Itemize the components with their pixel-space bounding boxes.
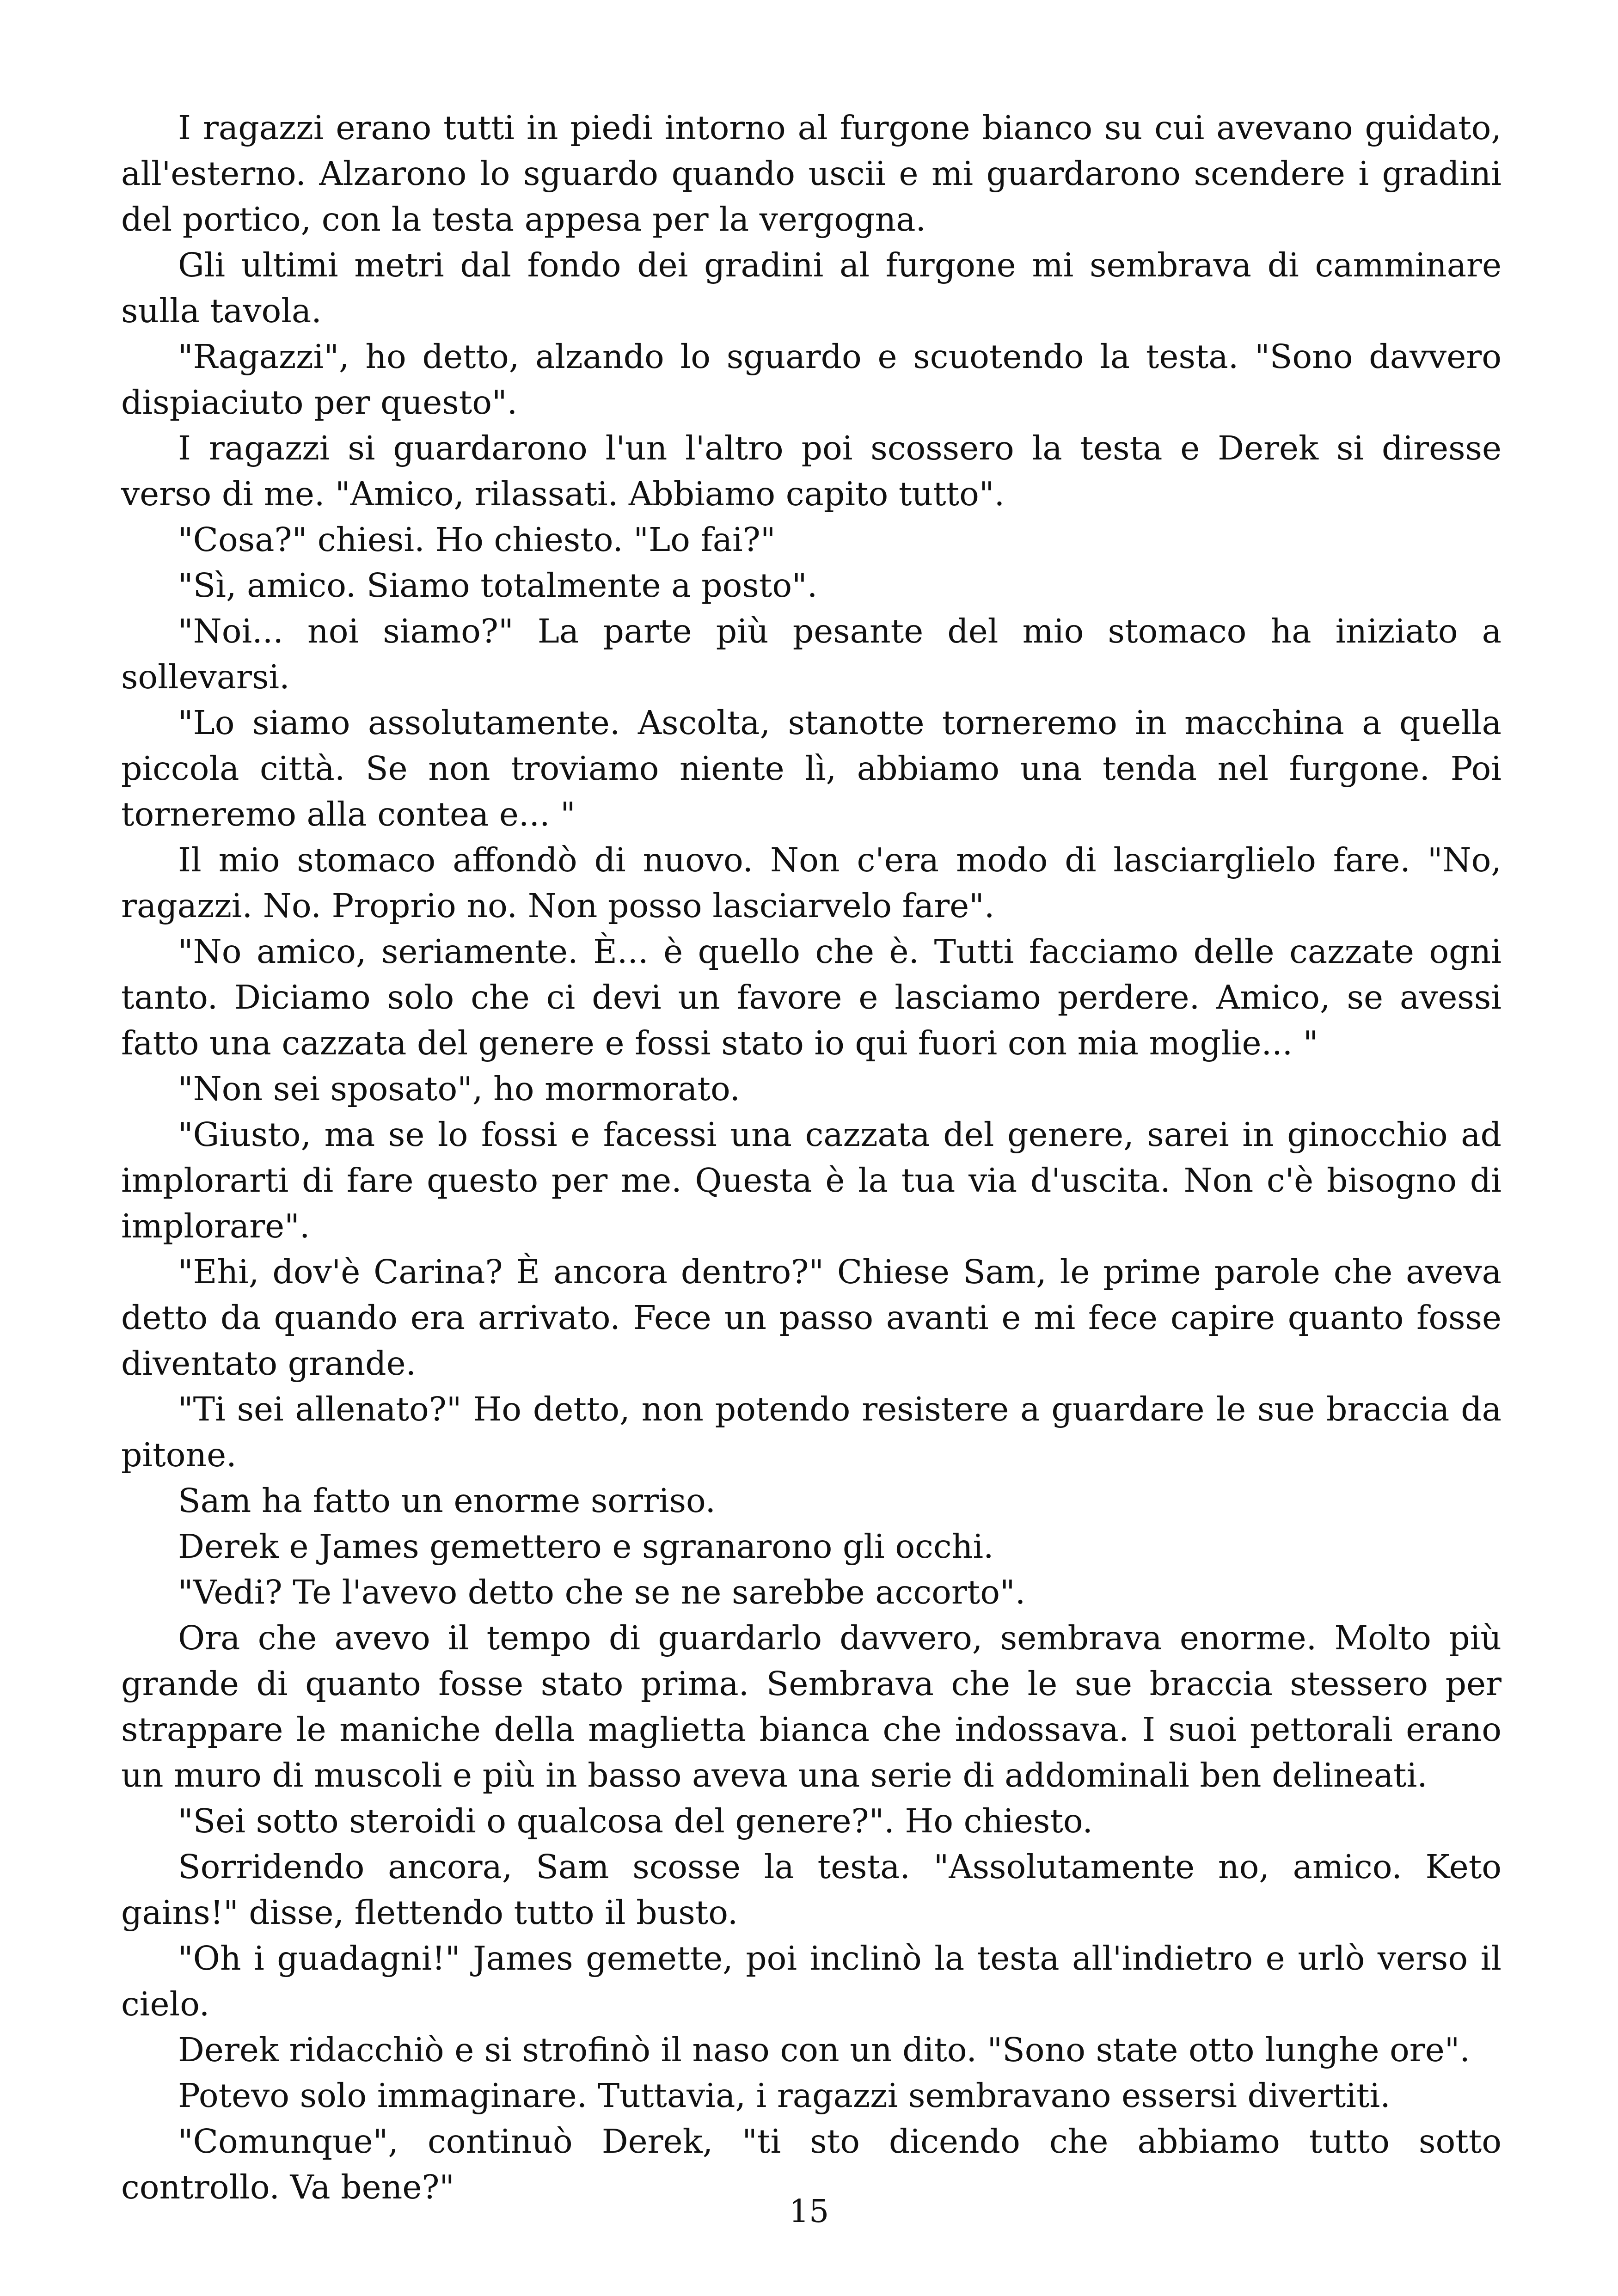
paragraph: "Lo siamo assolutamente. Ascolta, stanotte torneremo in macchina a quella piccola città. Se non troviamo niente lì, abbiamo una tenda nel furgone. Poi torneremo alla contea e... " [121, 704, 1502, 833]
paragraph: Ora che avevo il tempo di guardarlo davvero, sembrava enorme. Molto più grande di quanto fosse stato prima. Sembrava che le sue braccia stessero per strappare le maniche della maglietta bianca che indossava. I suoi pettorali erano un muro di muscoli e più in basso aveva una serie di addominali ben delineati. [121, 1619, 1502, 1794]
paragraph: "Noi... noi siamo?" La parte più pesante del mio stomaco ha iniziato a sollevarsi. [121, 612, 1502, 696]
paragraph: "Sei sotto steroidi o qualcosa del genere?". Ho chiesto. [178, 1802, 1093, 1840]
paragraph: "Non sei sposato", ho mormorato. [178, 1070, 741, 1108]
paragraph: "Giusto, ma se lo fossi e facessi una cazzata del genere, sarei in ginocchio ad implorarti di fare questo per me. Questa è la tua via d'uscita. Non c'è bisogno di implorare". [121, 1115, 1502, 1245]
paragraph: Sorridendo ancora, Sam scosse la testa. "Assolutamente no, amico. Keto gains!" disse, flettendo tutto il busto. [121, 1848, 1502, 1932]
paragraph: I ragazzi si guardarono l'un l'altro poi scossero la testa e Derek si diresse verso di me. "Amico, rilassati. Abbiamo capito tutto". [121, 429, 1502, 513]
paragraph: Derek ridacchiò e si strofinò il naso con un dito. "Sono state otto lunghe ore". [178, 2031, 1470, 2069]
paragraph: "Ragazzi", ho detto, alzando lo sguardo e scuotendo la testa. "Sono davvero dispiaciuto per questo". [121, 337, 1502, 422]
paragraph: I ragazzi erano tutti in piedi intorno al furgone bianco su cui avevano guidato, all'esterno. Alzarono lo sguardo quando uscii e mi guardarono scendere i gradini del portico, con la testa appesa per la vergogna. [121, 109, 1502, 239]
paragraph: "Ti sei allenato?" Ho detto, non potendo resistere a guardare le sue braccia da pitone. [121, 1390, 1502, 1474]
paragraph: "Ehi, dov'è Carina? È ancora dentro?" Chiese Sam, le prime parole che aveva detto da quando era arrivato. Fece un passo avanti e mi fece capire quanto fosse diventato grande. [121, 1253, 1502, 1383]
paragraph: "Vedi? Te l'avevo detto che se ne sarebbe accorto". [178, 1573, 1026, 1611]
paragraph: Derek e James gemettero e sgranarono gli occhi. [178, 1527, 994, 1566]
paragraph: Sam ha fatto un enorme sorriso. [178, 1482, 716, 1520]
page-number: 15 [789, 2193, 829, 2230]
paragraph: Il mio stomaco affondò di nuovo. Non c'era modo di lasciarglielo fare. "No, ragazzi. No. Proprio no. Non posso lasciarvelo fare". [121, 841, 1502, 925]
paragraph: "Comunque", continuò Derek, "ti sto dicendo che abbiamo tutto sotto controllo. Va bene?" [121, 2122, 1502, 2206]
paragraph: Gli ultimi metri dal fondo dei gradini al furgone mi sembrava di camminare sulla tavola. [121, 246, 1502, 330]
paragraph: Potevo solo immaginare. Tuttavia, i ragazzi sembravano essersi divertiti. [178, 2076, 1391, 2115]
paragraph: "Oh i guadagni!" James gemette, poi inclinò la testa all'indietro e urlò verso il cielo. [121, 1939, 1502, 2023]
paragraph: "Cosa?" chiesi. Ho chiesto. "Lo fai?" [178, 520, 776, 559]
paragraph: "Sì, amico. Siamo totalmente a posto". [178, 566, 818, 605]
page-body [121, 105, 1502, 2210]
paragraph: "No amico, seriamente. È... è quello che è. Tutti facciamo delle cazzate ogni tanto. Diciamo solo che ci devi un favore e lasciamo perdere. Amico, se avessi fatto una cazzata del genere e fossi stato io qui fuori con mia moglie... " [121, 932, 1502, 1062]
